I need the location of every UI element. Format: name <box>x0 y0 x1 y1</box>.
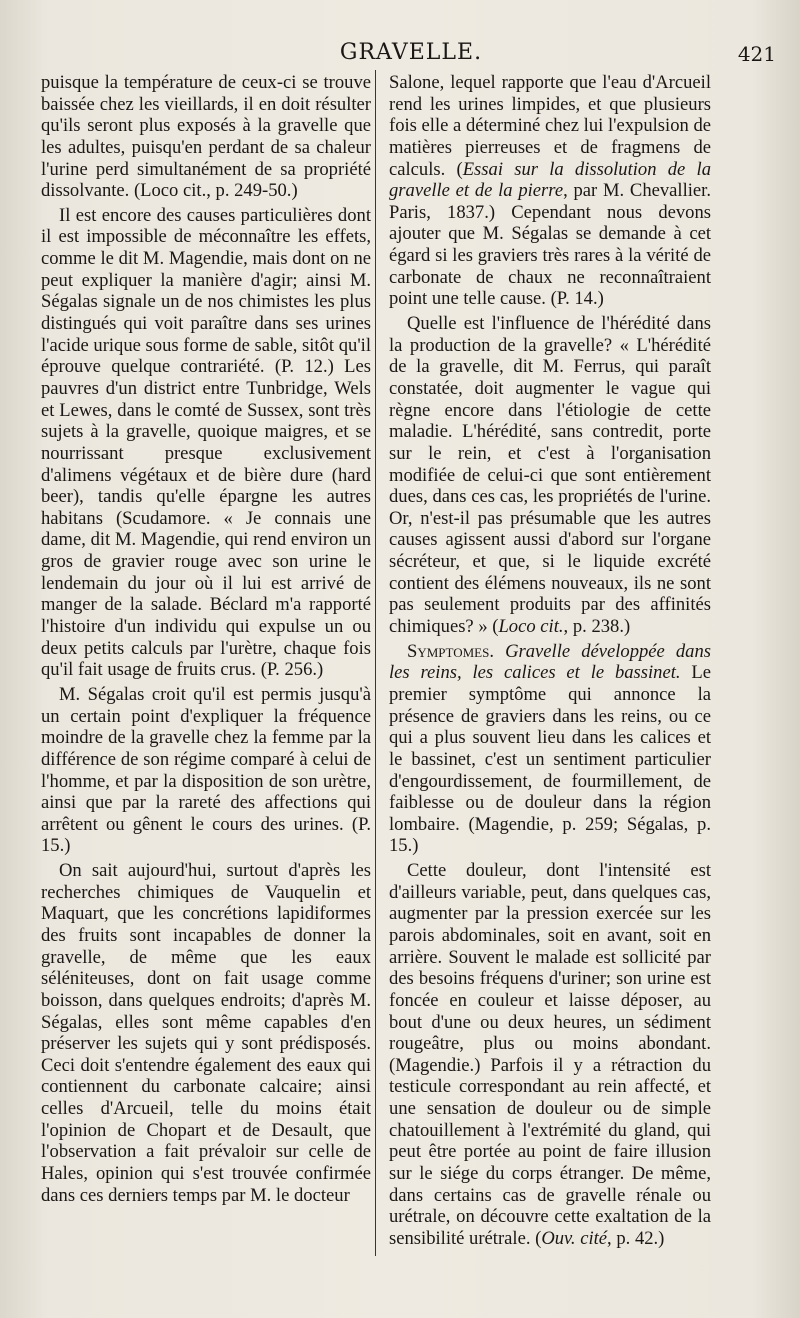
text-run: , p. 42.) <box>607 1227 665 1249</box>
running-title: GRAVELLE. <box>339 40 483 65</box>
column-rule <box>375 70 376 1256</box>
text-run: Quelle est l'influence de l'hérédité dans la production de la gravelle? « L'hérédité de la gravelle, dit M. Ferrus, qui paraît constatée, doit augmenter le vague qui règne encore dans l'étiologie de cette maladie. L'hérédité, sans contredit, porte sur le rein, et c'est à l'organisation modifiée de celui-ci que sont entièrement dues, dans ces cas, les propriétés de l'urine. Or, n'est-il pas présumable que les autres causes agissent aussi d'abord sur l'organe sécréteur, et que, si le liquide excrété contient des élémens nouveaux, ils ne sont pas seulement produits par des affinités chimiques? » ( <box>389 313 711 638</box>
paragraph: Il est encore des causes particulières dont il est impossible de méconnaître les effets, comme le dit M. Magendie, mais dont on ne peut expliquer la manière d'agir; ainsi M. Ségalas signale un de nos chimistes les plus distingués qui voit paraître dans ses urines l'acide urique sous forme de sable, sitôt qu'il éprouve quelque contrariété. (P. 12.) Les pauvres d'un district entre Tunbridge, Wels et Lewes, dans le comté de Sussex, sont très sujets à la gravelle, quoique maigres, et se nourrissant presque exclusivement d'alimens végétaux et de bière dure (hard beer), tandis qu'elle épargne les autres habitans (Scudamore. « Je connais une dame, dit M. Magendie, qui rend environ un gros de gravier rouge avec son urine le lendemain du jour où il lui est arrivé de manger de la salade. Béclard m'a rapporté l'histoire d'un individu qui expulse un ou deux petits calculs par l'urètre, chaque fois qu'il fait usage de fruits crus. (P. 256.) <box>41 204 371 681</box>
paragraph: M. Ségalas croit qu'il est permis jusqu'à un certain point d'expliquer la fréquence moindre de la gravelle chez la femme par la différence de son régime comparé à celui de l'homme, et par la disposition de son urètre, ainsi que par la rareté des affections qui arrêtent ou gênent le cours des urines. (P. 15.) <box>41 683 371 857</box>
page-number: 421 <box>737 42 776 66</box>
left-column <box>41 72 371 1209</box>
paragraph <box>389 72 711 310</box>
paragraph <box>389 641 711 857</box>
text-run: Cette douleur, dont l'intensité est d'ailleurs variable, peut, dans quelques cas, augmenter par la pression exercée sur les parois abdominales, soit en avant, soit en arrière. Souvent le malade est sollicité par des besoins fréquens d'uriner; son urine est foncée en couleur et laisse déposer, au bout d'une ou deux heures, un sédiment rougeâtre, plus ou moins abondant. (Magendie.) Parfois il y a rétraction du testicule correspondant au rein affecté, et une sensation de douleur ou de simple chatouillement à l'extrémité du gland, qui peut être portée au point de faire illusion sur le siége du corps étranger. De même, dans certains cas de gravelle rénale ou urétrale, on découvre cette exaltation de la sensibilité urétrale. ( <box>389 860 711 1249</box>
text-run: , p. 238.) <box>563 616 631 638</box>
page-header <box>42 40 780 70</box>
right-column <box>389 72 711 1253</box>
paragraph <box>389 313 711 638</box>
text-run: Le premier symptôme qui annonce la présence de graviers dans les reins, ou ce qui a plus souvent lieu dans les calices et le bassinet, c'est un sentiment particulier d'engourdissement, de fourmillement, de faiblesse ou de douleur dans la région lombaire. (Magendie, p. 259; Ségalas, p. 15.) <box>389 662 711 857</box>
section-heading: Symptomes. <box>407 640 494 662</box>
paragraph: puisque la température de ceux-ci se trouve baissée chez les vieillards, il en doit résulter qu'ils seront plus exposés à la gravelle que les adultes, puisqu'en perdant de sa chaleur l'urine perd simultanément de sa propriété dissolvante. (Loco cit., p. 249-50.) <box>41 72 371 202</box>
reference: Loco cit. <box>498 616 564 638</box>
reference-title: Essai sur la dissolution de la gravelle et de la pierre <box>389 158 711 202</box>
paragraph: On sait aujourd'hui, surtout d'après les recherches chimiques de Vauquelin et Maquart, que les concrétions lapidiformes des fruits sont incapables de donner la gravelle, de même que les eaux séléniteuses, dont on fait usage comme boisson, dans quelques endroits; d'après M. Ségalas, elles sont même capables d'en préserver les sujets qui y sont prédisposés. Ceci doit s'entendre également des eaux qui contiennent du carbonate calcaire; ainsi celles d'Arcueil, telle du moins était l'opinion de Chopart et de Desault, que l'observation a fait prévaloir sur celle de Hales, opinion qui s'est trouvée confirmée dans ces derniers temps par M. le docteur <box>41 860 371 1206</box>
text-run: , par M. Chevallier. Paris, 1837.) Cependant nous devons ajouter que M. Ségalas se demande à cet égard si les graviers très rares à la vérité de carbonate de chaux ne reconnaîtraient point une telle cause. (P. 14.) <box>389 180 711 310</box>
reference: Ouv. cité <box>541 1227 608 1249</box>
paragraph <box>389 860 711 1250</box>
text-run: Salone, lequel rapporte que l'eau d'Arcueil rend les urines limpides, et que plusieurs fois elle a déterminé chez lui l'expulsion de matières pierreuses et de fragmens de calculs. ( <box>389 72 711 180</box>
section-subheading: Gravelle développée dans les reins, les calices et le bassinet. <box>389 640 712 684</box>
